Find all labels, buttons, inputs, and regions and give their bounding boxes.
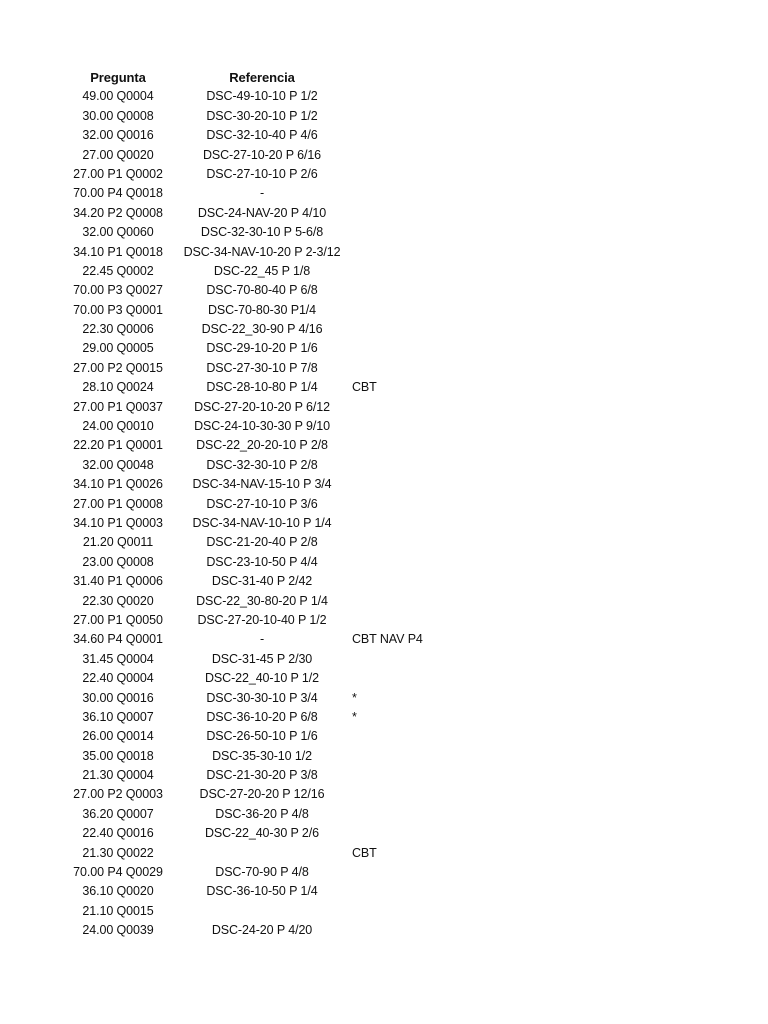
table-row [0,87,768,106]
pregunta-cell: 27.00 P1 Q0002 [73,166,163,181]
pregunta-cell: 29.00 Q0005 [82,341,154,356]
referencia-cell: DSC-31-40 P 2/42 [211,574,313,589]
referencia-cell: DSC-22_40-30 P 2/6 [204,826,319,841]
table-row [0,766,768,785]
table-row [0,553,768,572]
table-row [0,727,768,746]
table-row [0,398,768,417]
pregunta-cell: 70.00 P4 Q0029 [73,865,163,880]
table-body [0,87,768,940]
pregunta-cell: 34.10 P1 Q0018 [73,244,163,259]
table-row [0,650,768,669]
spreadsheet-table [0,68,768,941]
pregunta-cell: 22.30 Q0006 [82,322,154,337]
referencia-cell: DSC-28-10-80 P 1/4 [206,380,318,395]
referencia-cell: DSC-23-10-50 P 4/4 [206,554,318,569]
pregunta-cell: 70.00 P3 Q0001 [73,302,163,317]
table-row [0,243,768,262]
pregunta-cell: 28.10 Q0024 [82,380,154,395]
table-row [0,882,768,901]
pregunta-cell: 36.20 Q0007 [82,806,154,821]
table-row [0,708,768,727]
pregunta-cell: 30.00 Q0016 [82,690,154,705]
referencia-cell: DSC-35-30-10 1/2 [212,748,312,763]
referencia-cell: DSC-21-20-40 P 2/8 [206,535,318,550]
pregunta-cell: 24.00 Q0039 [82,923,154,938]
table-row [0,339,768,358]
referencia-cell: DSC-24-10-30-30 P 9/10 [194,419,330,434]
table-row [0,436,768,455]
pregunta-cell: 22.30 Q0020 [82,593,154,608]
nota-cell: CBT [352,845,377,860]
pregunta-cell: 24.00 Q0010 [82,419,154,434]
referencia-cell: DSC-26-50-10 P 1/6 [206,729,318,744]
table-row [0,223,768,242]
referencia-cell: DSC-24-20 P 4/20 [211,923,313,938]
pregunta-cell: 30.00 Q0008 [82,108,154,123]
pregunta-cell: 27.00 P1 Q0050 [73,612,163,627]
table-row [0,107,768,126]
referencia-cell: DSC-27-10-10 P 3/6 [206,496,318,511]
referencia-cell: DSC-27-20-20 P 12/16 [199,787,325,802]
table-row [0,689,768,708]
table-row [0,301,768,320]
table-row [0,165,768,184]
table-row [0,204,768,223]
table-row [0,747,768,766]
pregunta-cell: 27.00 Q0020 [82,147,154,162]
referencia-cell: DSC-22_20-20-10 P 2/8 [196,438,328,453]
table-row [0,611,768,630]
table-row [0,669,768,688]
table-row [0,844,768,863]
pregunta-cell: 27.00 P2 Q0015 [73,360,163,375]
table-row [0,572,768,591]
table-row [0,805,768,824]
table-row [0,514,768,533]
table-row [0,495,768,514]
table-row [0,475,768,494]
table-row [0,417,768,436]
referencia-cell: DSC-24-NAV-20 P 4/10 [197,205,327,220]
pregunta-cell: 34.60 P4 Q0001 [73,632,163,647]
table-row [0,320,768,339]
referencia-cell: DSC-27-20-10-40 P 1/2 [197,612,327,627]
pregunta-cell: 22.40 Q0004 [82,671,154,686]
table-row [0,146,768,165]
pregunta-cell: 31.40 P1 Q0006 [73,574,163,589]
pregunta-cell: 32.00 Q0060 [82,225,154,240]
referencia-cell: DSC-27-30-10 P 7/8 [206,360,318,375]
pregunta-cell: 34.10 P1 Q0026 [73,477,163,492]
pregunta-cell: 35.00 Q0018 [82,748,154,763]
table-row [0,592,768,611]
referencia-cell: DSC-36-20 P 4/8 [215,806,309,821]
referencia-cell: DSC-22_30-80-20 P 1/4 [196,593,328,608]
pregunta-cell: 49.00 Q0004 [82,89,154,104]
pregunta-cell: 70.00 P4 Q0018 [73,186,163,201]
table-row [0,262,768,281]
pregunta-cell: 26.00 Q0014 [82,729,154,744]
pregunta-cell: 34.10 P1 Q0003 [73,515,163,530]
table-row [0,863,768,882]
referencia-cell: DSC-22_40-10 P 1/2 [204,671,319,686]
referencia-cell: DSC-70-80-40 P 6/8 [206,283,318,298]
referencia-cell: - [259,632,265,647]
pregunta-cell: 31.45 Q0004 [82,651,154,666]
pregunta-cell: 21.30 Q0022 [82,845,154,860]
pregunta-cell: 22.40 Q0016 [82,826,154,841]
table-row [0,902,768,921]
referencia-cell: DSC-30-30-10 P 3/4 [206,690,318,705]
pregunta-cell: 32.00 Q0016 [82,128,154,143]
pregunta-cell: 27.00 P1 Q0008 [73,496,163,511]
nota-cell: * [352,690,357,705]
table-row [0,824,768,843]
pregunta-cell: 22.20 P1 Q0001 [73,438,163,453]
column-header-referencia: Referencia [229,70,295,85]
referencia-cell: DSC-32-30-10 P 5-6/8 [200,225,324,240]
table-row [0,456,768,475]
referencia-cell: DSC-70-90 P 4/8 [215,865,309,880]
nota-cell: CBT [352,380,377,395]
referencia-cell: - [259,186,265,201]
referencia-cell: DSC-34-NAV-15-10 P 3/4 [192,477,332,492]
table-row [0,378,768,397]
referencia-cell: DSC-32-30-10 P 2/8 [206,457,318,472]
pregunta-cell: 21.30 Q0004 [82,768,154,783]
referencia-cell: DSC-36-10-50 P 1/4 [206,884,318,899]
table-row [0,630,768,649]
referencia-cell: DSC-34-NAV-10-20 P 2-3/12 [183,244,341,259]
referencia-cell: DSC-34-NAV-10-10 P 1/4 [192,515,332,530]
pregunta-cell: 36.10 Q0020 [82,884,154,899]
referencia-cell: DSC-27-10-20 P 6/16 [202,147,322,162]
column-header-pregunta: Pregunta [90,70,146,85]
referencia-cell: DSC-31-45 P 2/30 [211,651,313,666]
referencia-cell: DSC-21-30-20 P 3/8 [206,768,318,783]
table-row [0,126,768,145]
header-row [0,68,768,87]
referencia-cell: DSC-22_30-90 P 4/16 [201,322,323,337]
pregunta-cell: 34.20 P2 Q0008 [73,205,163,220]
pregunta-cell: 32.00 Q0048 [82,457,154,472]
referencia-cell: DSC-29-10-20 P 1/6 [206,341,318,356]
pregunta-cell: 27.00 P2 Q0003 [73,787,163,802]
pregunta-cell: 23.00 Q0008 [82,554,154,569]
table-row [0,533,768,552]
referencia-cell: DSC-32-10-40 P 4/6 [206,128,318,143]
pregunta-cell: 21.20 Q0011 [82,535,154,550]
pregunta-cell: 36.10 Q0007 [82,709,154,724]
referencia-cell: DSC-70-80-30 P1/4 [207,302,317,317]
pregunta-cell: 21.10 Q0015 [82,903,154,918]
pregunta-cell: 27.00 P1 Q0037 [73,399,163,414]
table-row [0,281,768,300]
table-row [0,785,768,804]
referencia-cell: DSC-30-20-10 P 1/2 [206,108,318,123]
referencia-cell: DSC-36-10-20 P 6/8 [206,709,318,724]
referencia-cell: DSC-22_45 P 1/8 [213,263,311,278]
nota-cell: CBT NAV P4 [352,632,423,647]
pregunta-cell: 22.45 Q0002 [82,263,154,278]
referencia-cell: DSC-27-10-10 P 2/6 [206,166,318,181]
table-row [0,184,768,203]
referencia-cell: DSC-27-20-10-20 P 6/12 [194,399,330,414]
referencia-cell: DSC-49-10-10 P 1/2 [206,89,318,104]
pregunta-cell: 70.00 P3 Q0027 [73,283,163,298]
table-row [0,359,768,378]
nota-cell: * [352,709,357,724]
table-row [0,921,768,940]
